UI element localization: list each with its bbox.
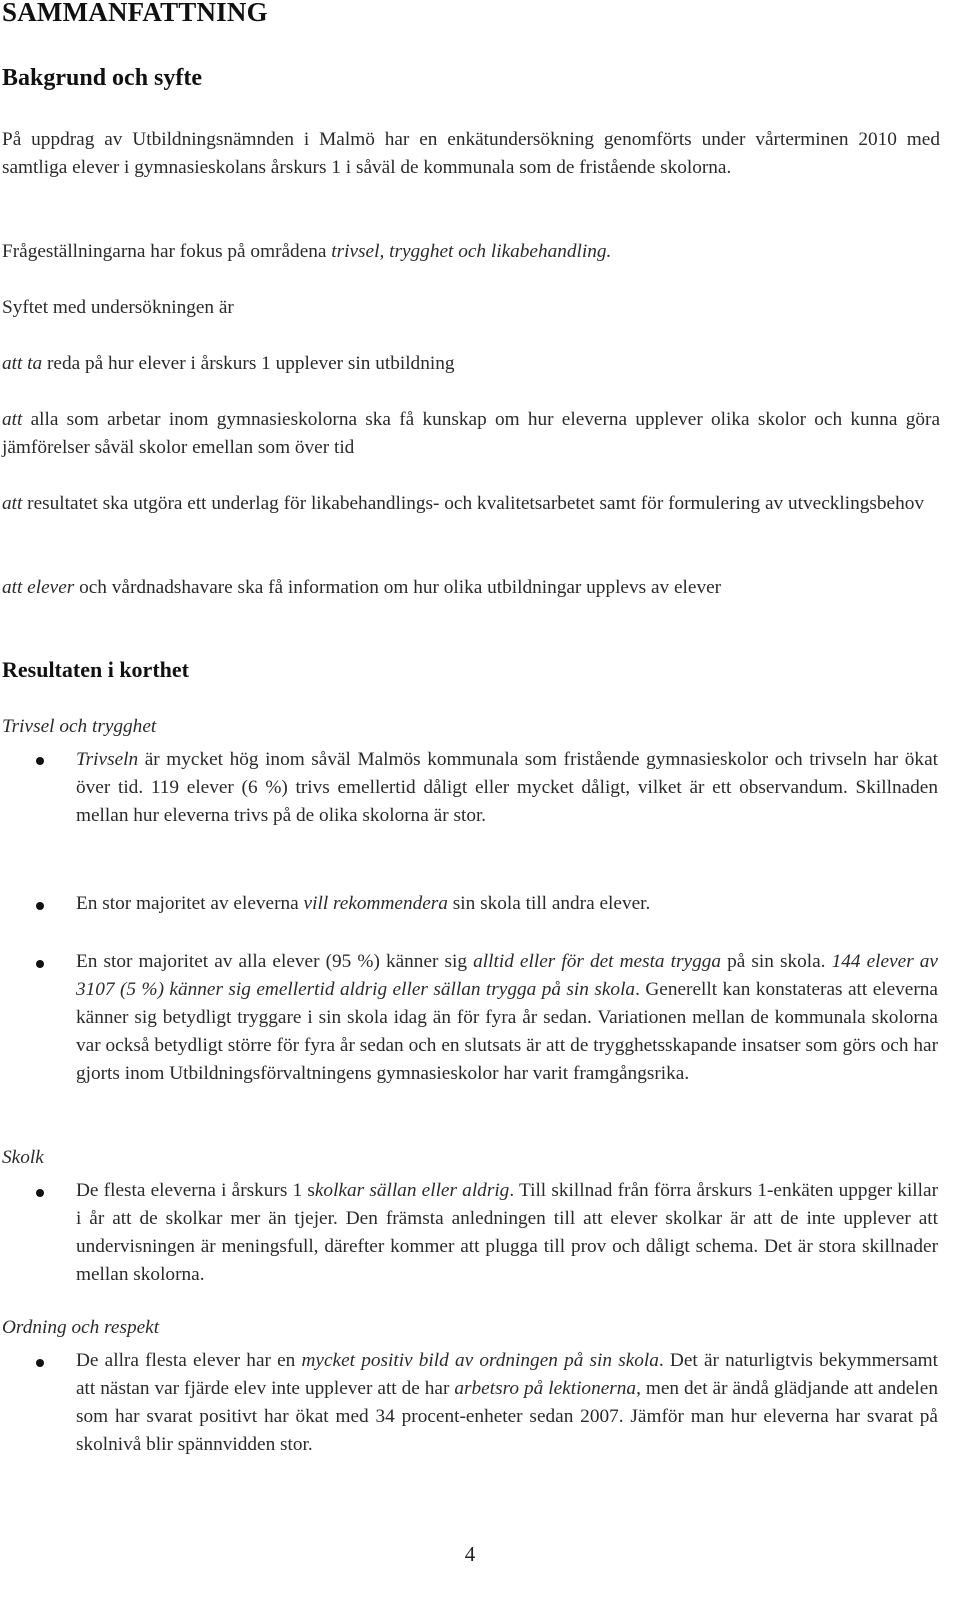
aim-italic: att ta — [2, 353, 43, 374]
bullet-italic: Trivseln — [76, 749, 139, 770]
bullet-text: En stor majoritet av eleverna — [76, 893, 304, 914]
bullet-text: . Till skillnad från förra årskurs 1-enkäten uppger killar i år att de skolkar mer än tjejer. Den främsta anledningen till att elever skolkar är att de inte upplever att undervisningen är meningsfull, därefter kommer att plugga till prov och dåligt schema. Det är stora skillnader mellan skolorna. — [76, 1180, 938, 1285]
bullet-icon — [36, 960, 44, 968]
page-heading: SAMMANFATTNING — [2, 0, 268, 27]
bullet-text: sin skola till andra elever. — [447, 893, 651, 914]
bullet-icon — [36, 1359, 44, 1367]
aim-text: reda på hur elever i årskurs 1 upplever sin utbildning — [42, 353, 455, 374]
section-title-results: Resultaten i korthet — [2, 657, 189, 682]
bullet-italic: mycket positiv bild av ordningen på sin skola — [301, 1350, 659, 1371]
bullet-icon — [36, 1189, 44, 1197]
bullet-text: . Det är naturligtvis bekymmersamt att nästan var fjärde elev inte upplever att de har — [76, 1350, 938, 1399]
aim-text: och vårdnadshavare ska få information om hur olika utbildningar upplevs av elever — [74, 577, 722, 598]
subheading-trivsel: Trivsel och trygghet — [2, 716, 157, 737]
aim-italic: att — [2, 409, 23, 430]
aim-text: resultatet ska utgöra ett underlag för likabehandlings- och kvalitetsarbetet samt för formulering av utvecklingsbehov — [22, 493, 925, 514]
page-number: 4 — [464, 1542, 476, 1566]
bullet-text: , men det är ändå glädjande att andelen som har svarat positivt har ökat med 34 procent-enheter sedan 2007. Jämför man hur eleverna har svarat på skolnivå blir spännvidden stor. — [76, 1378, 938, 1455]
bullet-text: En stor majoritet av alla elever (95 %) känner sig — [76, 951, 474, 972]
trivsel-bullet-2 — [76, 890, 938, 918]
bullet-italic: 144 elever av 3107 (5 %) känner sig emellertid aldrig eller sällan trygga på sin skola — [76, 951, 938, 1000]
bullet-text: på sin skola. — [721, 951, 832, 972]
purpose-lead: Syftet med undersökningen är — [2, 297, 234, 318]
bullet-text: De flesta eleverna i årskurs 1 s — [76, 1180, 315, 1201]
aim-italic: att elever — [2, 577, 75, 598]
trivsel-bullet-1 — [76, 746, 938, 830]
subheading-ordning: Ordning och respekt — [2, 1317, 160, 1338]
aim-item-3 — [2, 490, 940, 518]
intro-paragraph: På uppdrag av Utbildningsnämnden i Malmö har en enkätundersökning genomförts under vårterminen 2010 med samtliga elever i gymnasieskolans årskurs 1 i såväl de kommunala som de fristående skolorna. — [2, 129, 940, 178]
bullet-icon — [36, 902, 44, 910]
trivsel-bullet-3 — [76, 948, 938, 1088]
ordning-bullet-1 — [76, 1347, 938, 1459]
bullet-italic: vill rekommendera — [303, 893, 448, 914]
bullet-italic: alltid eller för det mesta trygga — [473, 951, 721, 972]
bullet-icon — [36, 757, 44, 765]
aim-text: alla som arbetar inom gymnasieskolorna ska få kunskap om hur eleverna upplever olika skolor och kunna göra jämförelser såväl skolor emellan som över tid — [2, 409, 940, 458]
subheading-skolk: Skolk — [2, 1147, 44, 1168]
bullet-text: . Generellt kan konstateras att eleverna känner sig betydligt tryggare i sin skola idag än för fyra år sedan. Variationen mellan de kommunala skolorna var också betydligt större för fyra år sedan och en slutsats är att de trygghetsskapande insatser som görs och har gjorts inom Utbildningsförvaltningens gymnasieskolor har varit framgångsrika. — [76, 979, 938, 1084]
aim-item-2 — [2, 406, 940, 462]
skolk-bullet-1 — [76, 1177, 938, 1289]
bullet-italic: kolkar sällan eller aldrig — [314, 1180, 510, 1201]
focus-italic: trivsel, trygghet och likabehandling. — [331, 241, 612, 262]
focus-text: Frågeställningarna har fokus på områdena — [2, 241, 332, 262]
bullet-text: är mycket hög inom såväl Malmös kommunala som fristående gymnasieskolor och trivseln har ökat över tid. 119 elever (6 %) trivs emellertid dåligt eller mycket dåligt, vilket är ett observandum. Skillnaden mellan hur eleverna trivs på de olika skolorna är stor. — [76, 749, 938, 826]
aim-item-1 — [2, 350, 940, 378]
aim-item-4 — [2, 574, 940, 602]
focus-paragraph — [2, 238, 940, 266]
aim-italic: att — [2, 493, 23, 514]
section-title-background: Bakgrund och syfte — [2, 65, 203, 91]
bullet-text: De allra flesta elever har en — [76, 1350, 302, 1371]
bullet-italic: arbetsro på lektionerna — [454, 1378, 637, 1399]
